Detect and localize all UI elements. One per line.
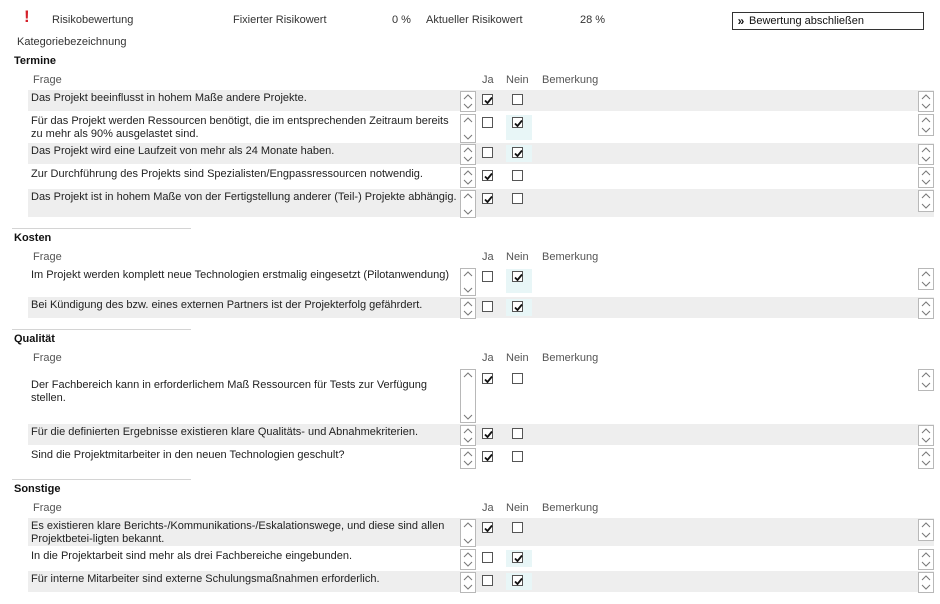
checkbox-ja[interactable] xyxy=(482,575,493,586)
category-label: Kategoriebezeichnung xyxy=(17,36,127,48)
chevron-down-icon[interactable] xyxy=(919,459,933,468)
remark-scroll-stepper[interactable] xyxy=(918,298,934,319)
chevron-up-icon[interactable] xyxy=(461,191,475,200)
chevron-down-icon[interactable] xyxy=(919,202,933,211)
checkbox-nein[interactable] xyxy=(512,451,523,462)
chevron-down-icon[interactable] xyxy=(919,178,933,187)
chevron-down-icon[interactable] xyxy=(461,583,475,592)
checkbox-ja[interactable] xyxy=(482,522,493,533)
remark-scroll-stepper[interactable] xyxy=(918,114,934,136)
column-header-no: Nein xyxy=(506,74,529,86)
question-text: Im Projekt werden komplett neue Technologien erstmalig eingesetzt (Pilotanwendung) xyxy=(31,269,450,281)
chevron-down-icon[interactable] xyxy=(919,126,933,135)
finish-assessment-label: Bewertung abschließen xyxy=(749,15,864,27)
question-scroll-stepper[interactable] xyxy=(460,572,476,593)
question-row xyxy=(28,548,934,569)
column-header-yes: Ja xyxy=(482,352,494,364)
chevron-down-icon[interactable] xyxy=(919,155,933,164)
chevron-down-icon[interactable] xyxy=(461,413,475,422)
remark-scroll-stepper[interactable] xyxy=(918,425,934,446)
column-header-yes: Ja xyxy=(482,74,494,86)
chevron-up-icon[interactable] xyxy=(461,520,475,529)
chevron-up-icon[interactable] xyxy=(461,299,475,308)
chevron-up-icon[interactable] xyxy=(919,168,933,177)
chevron-down-icon[interactable] xyxy=(461,286,475,295)
chevron-down-icon[interactable] xyxy=(461,155,475,164)
question-text: In die Projektarbeit sind mehr als drei Fachbereiche eingebunden. xyxy=(31,550,353,562)
section-title: Kosten xyxy=(14,232,52,244)
chevron-down-icon[interactable] xyxy=(919,102,933,111)
question-scroll-stepper[interactable] xyxy=(460,190,476,218)
question-scroll-stepper[interactable] xyxy=(460,114,476,143)
question-text: Das Projekt beeinflusst in hohem Maße andere Projekte. xyxy=(31,92,307,104)
question-scroll-stepper[interactable] xyxy=(460,448,476,469)
column-header-question: Frage xyxy=(33,352,62,364)
chevron-up-icon[interactable] xyxy=(461,573,475,582)
checkbox-ja[interactable] xyxy=(482,301,493,312)
section-title: Termine xyxy=(14,55,56,67)
question-text: Sind die Projektmitarbeiter in den neuen Technologien geschult? xyxy=(31,449,345,461)
question-scroll-stepper[interactable] xyxy=(460,268,476,296)
column-header-remark: Bemerkung xyxy=(542,251,599,263)
remark-scroll-stepper[interactable] xyxy=(918,572,934,593)
chevron-up-icon[interactable] xyxy=(919,520,933,529)
question-row xyxy=(28,571,934,592)
checkbox-nein[interactable] xyxy=(512,575,523,586)
chevron-up-icon[interactable] xyxy=(461,115,475,124)
chevron-down-icon[interactable] xyxy=(919,560,933,569)
question-row xyxy=(28,189,934,217)
column-header-question: Frage xyxy=(33,251,62,263)
chevron-down-icon[interactable] xyxy=(461,436,475,445)
column-header-question: Frage xyxy=(33,502,62,514)
chevron-up-icon[interactable] xyxy=(461,92,475,101)
checkbox-ja[interactable] xyxy=(482,147,493,158)
chevron-down-icon[interactable] xyxy=(919,280,933,289)
chevron-down-icon[interactable] xyxy=(461,208,475,217)
column-header-remark: Bemerkung xyxy=(542,502,599,514)
column-header-no: Nein xyxy=(506,251,529,263)
column-header-no: Nein xyxy=(506,352,529,364)
question-row xyxy=(28,447,934,468)
question-text: Der Fachbereich kann in erforderlichem Maß Ressourcen für Tests zur Verfügung stellen. xyxy=(31,379,427,404)
section-divider xyxy=(12,329,191,330)
chevron-up-icon[interactable] xyxy=(461,168,475,177)
column-header-question: Frage xyxy=(33,74,62,86)
chevron-up-icon[interactable] xyxy=(461,426,475,435)
chevron-down-icon[interactable] xyxy=(919,381,933,390)
checkbox-nein[interactable] xyxy=(512,193,523,204)
chevron-up-icon[interactable] xyxy=(461,145,475,154)
checkbox-ja[interactable] xyxy=(482,170,493,181)
question-text: Das Projekt wird eine Laufzeit von mehr als 24 Monate haben. xyxy=(31,145,335,157)
question-text: Bei Kündigung des bzw. eines externen Partners ist der Projekterfolg gefährdert. xyxy=(31,299,423,311)
question-scroll-stepper[interactable] xyxy=(460,298,476,319)
remark-scroll-stepper[interactable] xyxy=(918,144,934,165)
chevron-down-icon[interactable] xyxy=(461,459,475,468)
page-title: Risikobewertung xyxy=(52,14,134,26)
question-scroll-stepper[interactable] xyxy=(460,369,476,423)
chevron-up-icon[interactable] xyxy=(919,145,933,154)
checkbox-ja[interactable] xyxy=(482,117,493,128)
column-header-remark: Bemerkung xyxy=(542,352,599,364)
question-text: Zur Durchführung des Projekts sind Spezialisten/Engpassressourcen notwendig. xyxy=(31,168,423,180)
fixed-risk-label: Fixierter Risikowert xyxy=(233,14,327,26)
section-divider xyxy=(12,228,191,229)
chevron-down-icon[interactable] xyxy=(919,436,933,445)
checkbox-nein[interactable] xyxy=(512,522,523,533)
question-scroll-stepper[interactable] xyxy=(460,167,476,188)
chevron-down-icon[interactable] xyxy=(919,309,933,318)
warning-icon: ! xyxy=(24,7,30,26)
question-scroll-stepper[interactable] xyxy=(460,91,476,112)
question-scroll-stepper[interactable] xyxy=(460,549,476,570)
fixed-risk-value: 0 % xyxy=(392,14,411,26)
question-row xyxy=(28,368,934,422)
question-scroll-stepper[interactable] xyxy=(460,425,476,446)
checkbox-nein[interactable] xyxy=(512,428,523,439)
chevron-up-icon[interactable] xyxy=(461,269,475,278)
checkbox-nein[interactable] xyxy=(512,552,523,563)
chevron-down-icon[interactable] xyxy=(461,102,475,111)
checkbox-nein[interactable] xyxy=(512,271,523,282)
question-row xyxy=(28,267,934,295)
question-text: Für das Projekt werden Ressourcen benötigt, die im entsprechenden Zeitraum bereits zu mehr als 90% ausgelastet sind. xyxy=(31,115,449,140)
question-row xyxy=(28,518,934,546)
checkbox-nein[interactable] xyxy=(512,301,523,312)
question-row xyxy=(28,424,934,445)
checkbox-ja[interactable] xyxy=(482,94,493,105)
chevron-up-icon[interactable] xyxy=(919,426,933,435)
checkbox-nein[interactable] xyxy=(512,117,523,128)
chevron-down-icon[interactable] xyxy=(461,309,475,318)
checkbox-ja[interactable] xyxy=(482,373,493,384)
chevron-up-icon[interactable] xyxy=(919,550,933,559)
checkbox-nein[interactable] xyxy=(512,147,523,158)
checkbox-ja[interactable] xyxy=(482,552,493,563)
checkbox-nein[interactable] xyxy=(512,94,523,105)
section-divider xyxy=(12,479,191,480)
question-text: Es existieren klare Berichts-/Kommunikations-/Eskalationswege, und diese sind allen Projektbetei-ligten bekannt. xyxy=(31,520,445,545)
question-row xyxy=(28,166,934,187)
column-header-yes: Ja xyxy=(482,502,494,514)
column-header-no: Nein xyxy=(506,502,529,514)
checkbox-ja[interactable] xyxy=(482,451,493,462)
chevron-up-icon[interactable] xyxy=(919,191,933,200)
remark-scroll-stepper[interactable] xyxy=(918,549,934,570)
remark-scroll-stepper[interactable] xyxy=(918,268,934,290)
remark-scroll-stepper[interactable] xyxy=(918,190,934,212)
question-row xyxy=(28,90,934,111)
remark-scroll-stepper[interactable] xyxy=(918,519,934,541)
chevron-down-icon[interactable] xyxy=(461,133,475,142)
column-header-remark: Bemerkung xyxy=(542,74,599,86)
question-scroll-stepper[interactable] xyxy=(460,519,476,547)
chevron-up-icon[interactable] xyxy=(919,449,933,458)
chevron-up-icon[interactable] xyxy=(919,299,933,308)
remark-scroll-stepper[interactable] xyxy=(918,448,934,469)
section-title: Sonstige xyxy=(14,483,61,495)
chevron-up-icon[interactable] xyxy=(919,573,933,582)
chevron-down-icon[interactable] xyxy=(919,583,933,592)
chevron-down-icon[interactable] xyxy=(461,537,475,546)
question-text: Für interne Mitarbeiter sind externe Schulungsmaßnahmen erforderlich. xyxy=(31,573,380,585)
chevron-up-icon[interactable] xyxy=(919,115,933,124)
current-risk-label: Aktueller Risikowert xyxy=(426,14,523,26)
section-title: Qualität xyxy=(14,333,55,345)
question-row xyxy=(28,297,934,318)
question-row xyxy=(28,143,934,164)
current-risk-value: 28 % xyxy=(580,14,606,26)
checkbox-ja[interactable] xyxy=(482,428,493,439)
chevron-down-icon[interactable] xyxy=(461,178,475,187)
chevron-down-icon[interactable] xyxy=(919,531,933,540)
finish-assessment-button[interactable] xyxy=(732,12,924,30)
remark-scroll-stepper[interactable] xyxy=(918,91,934,112)
checkbox-nein[interactable] xyxy=(512,170,523,181)
chevron-up-icon[interactable] xyxy=(919,269,933,278)
chevron-up-icon[interactable] xyxy=(919,92,933,101)
checkbox-ja[interactable] xyxy=(482,271,493,282)
question-text: Das Projekt ist in hohem Maße von der Fertigstellung anderer (Teil-) Projekte abhängig. xyxy=(31,191,457,203)
checkbox-ja[interactable] xyxy=(482,193,493,204)
remark-scroll-stepper[interactable] xyxy=(918,167,934,188)
question-text: Für die definierten Ergebnisse existieren klare Qualitäts- und Abnahmekriterien. xyxy=(31,426,419,438)
chevron-up-icon[interactable] xyxy=(461,370,475,379)
chevron-down-icon[interactable] xyxy=(461,560,475,569)
column-header-yes: Ja xyxy=(482,251,494,263)
double-chevron-right-icon: » xyxy=(737,14,745,28)
chevron-up-icon[interactable] xyxy=(919,370,933,379)
question-row xyxy=(28,113,934,142)
remark-scroll-stepper[interactable] xyxy=(918,369,934,391)
checkbox-nein[interactable] xyxy=(512,373,523,384)
question-scroll-stepper[interactable] xyxy=(460,144,476,165)
chevron-up-icon[interactable] xyxy=(461,550,475,559)
chevron-up-icon[interactable] xyxy=(461,449,475,458)
